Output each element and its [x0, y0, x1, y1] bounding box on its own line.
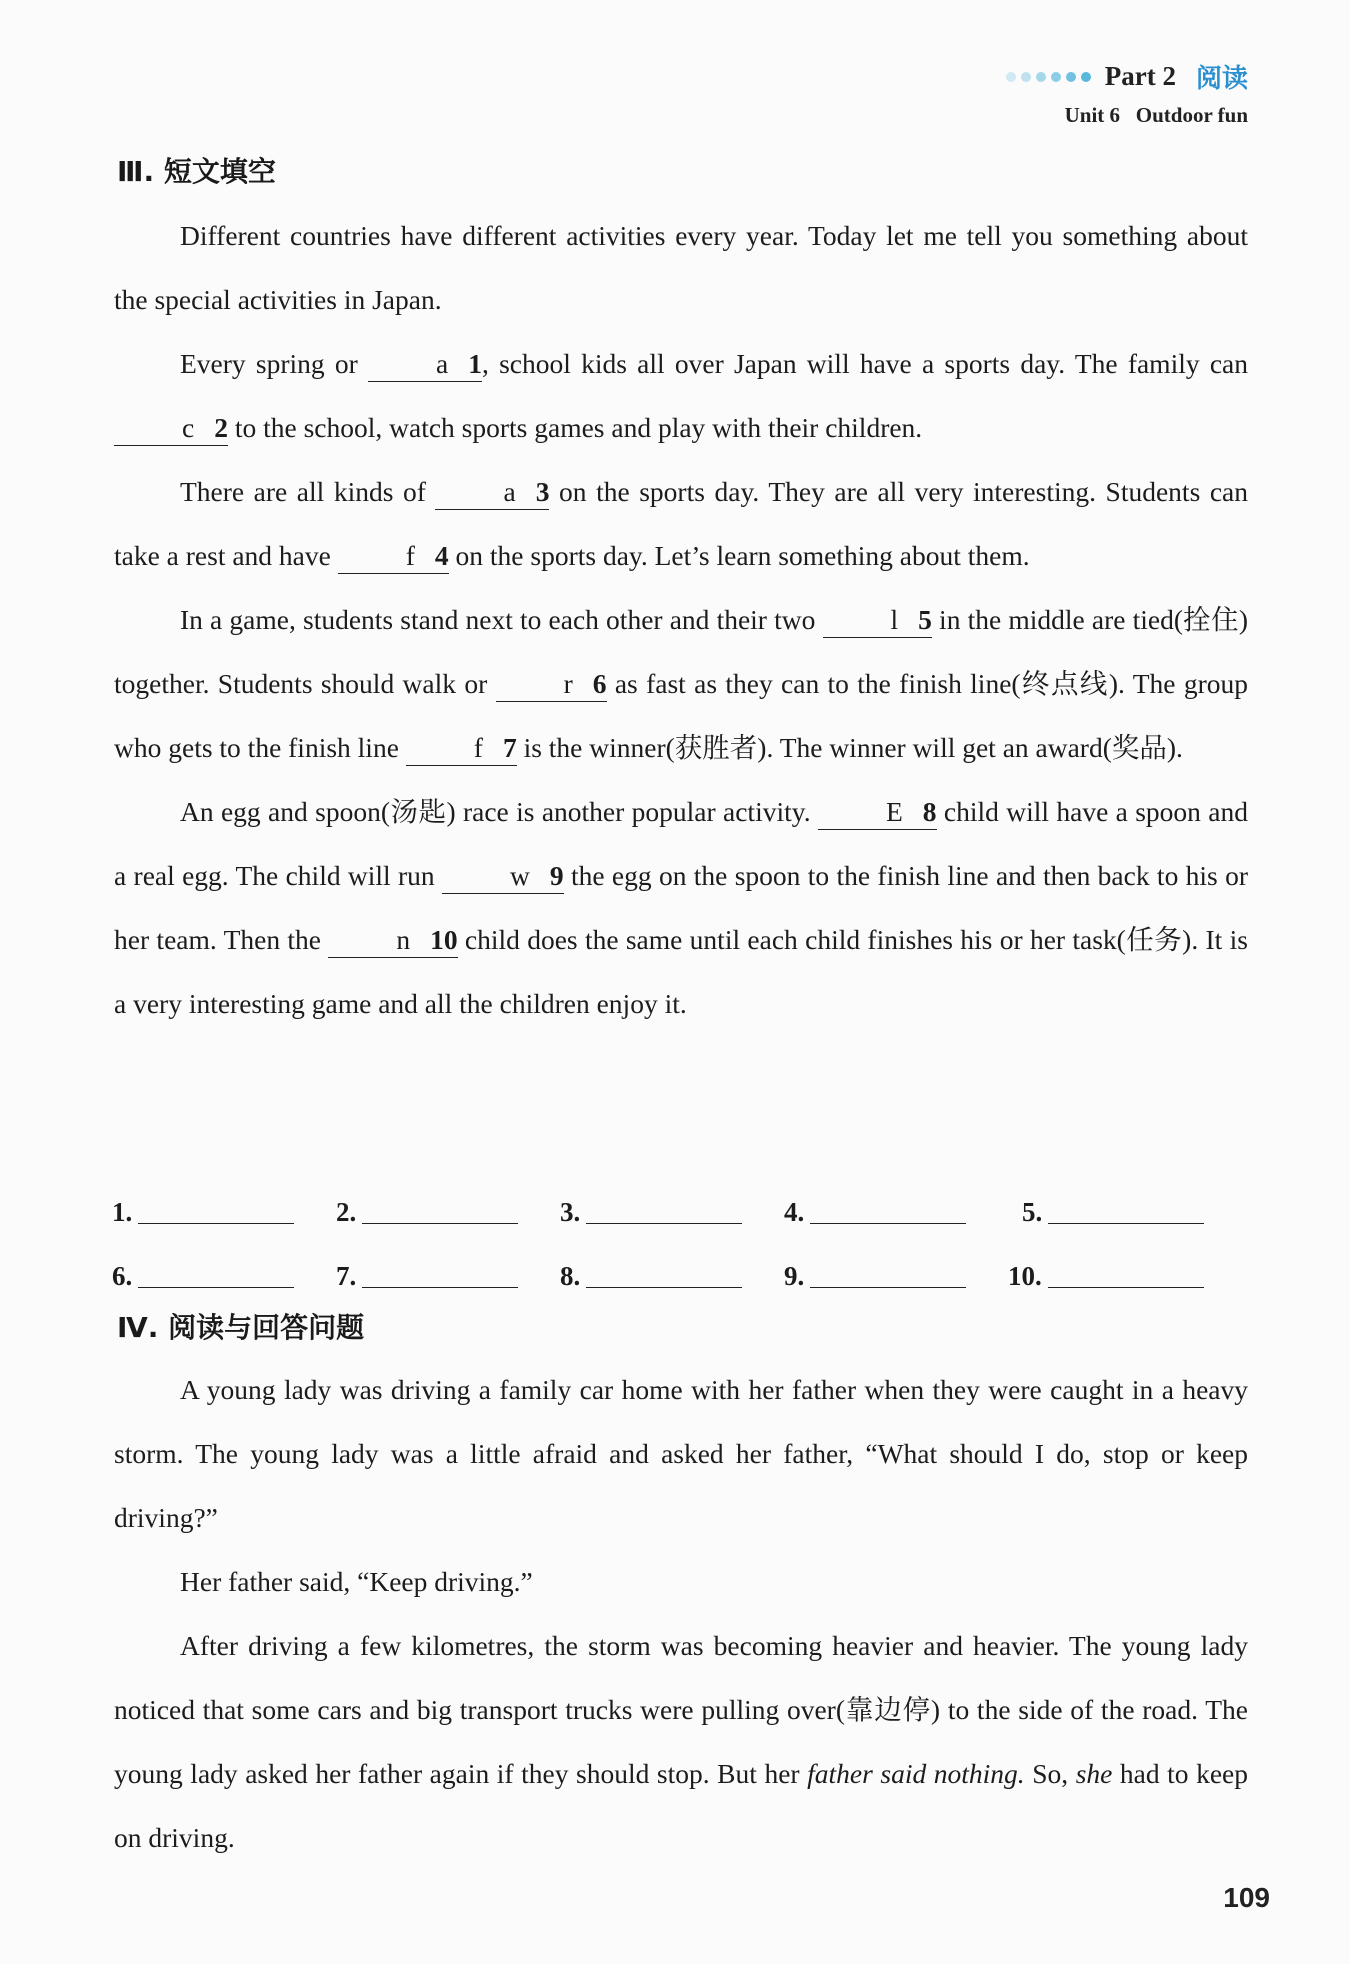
answer-slot-8[interactable]: 8. [560, 1256, 784, 1296]
category-label: 阅读 [1195, 64, 1248, 94]
blank-7: f 7 [406, 731, 517, 766]
blank-8: E 8 [818, 795, 937, 830]
blank-5: l 5 [823, 603, 932, 638]
answer-slot-7[interactable]: 7. [336, 1256, 560, 1296]
answer-grid [112, 1168, 1242, 1296]
answer-slot-10[interactable]: 10. [1008, 1256, 1204, 1296]
paragraph: Different countries have different activities every year. Today let me tell you something about the special activities in Japan. [114, 220, 1248, 315]
answer-slot-4[interactable]: 4. [784, 1192, 1022, 1232]
paragraph: Every spring or a 1, school kids all over Japan will have a sports day. The family can c 2 to the school, watch sports games and play with their children. [114, 332, 1248, 460]
section-3-passage [114, 204, 1248, 1036]
section-4-title: Ⅳ. 阅读与回答问题 [117, 1311, 365, 1344]
answer-slot-6[interactable]: 6. [112, 1256, 336, 1296]
paragraph: A young lady was driving a family car home with her father when they were caught in a heavy storm. The young lady was a little afraid and asked her father, “What should I do, stop or keep driving?” [114, 1374, 1248, 1533]
page-number: 109 [1223, 1882, 1270, 1913]
paragraph: After driving a few kilometres, the storm was becoming heavier and heavier. The young lady noticed that some cars and big transport trucks were pulling over(靠边停) to the side of the road. The young lady asked her father again if they should stop. But her father said nothing. So, she had to keep on driving. [114, 1630, 1249, 1853]
paragraph: Her father said, “Keep driving.” [180, 1566, 533, 1597]
blank-1: a 1 [368, 347, 482, 382]
answer-slot-2[interactable]: 2. [336, 1192, 560, 1232]
blank-9: w 9 [442, 859, 564, 894]
answer-slot-9[interactable]: 9. [784, 1256, 1008, 1296]
unit-label: Unit 6 Outdoor fun [1064, 103, 1248, 127]
paragraph: In a game, students stand next to each other and their two l 5 in the middle are tied(拴住) together. Students should walk or r 6 as fast as they can to the finish line(终点线). The group who gets to the finish line f 7 is the winner(获胜者). The winner will get an award(奖品). [114, 588, 1248, 780]
blank-6: r 6 [496, 667, 607, 702]
page-header [1006, 58, 1248, 128]
blank-2: c 2 [114, 411, 228, 446]
answer-slot-5[interactable]: 5. [1022, 1192, 1204, 1232]
blank-4: f 4 [338, 539, 449, 574]
paragraph: There are all kinds of a 3 on the sports day. They are all very interesting. Students can take a rest and have f 4 on the sports day. Let’s learn something about them. [114, 460, 1248, 588]
section-3-title: Ⅲ. 短文填空 [117, 155, 276, 188]
part-label: Part 2 [1104, 61, 1176, 91]
answer-slot-3[interactable]: 3. [560, 1192, 784, 1232]
paragraph: An egg and spoon(汤匙) race is another popular activity. E 8 child will have a spoon and a real egg. The child will run w 9 the egg on the spoon to the finish line and then back to his or her team. Then the n 10 child does the same until each child finishes his or her task(任务). It is a very interesting game and all the children enjoy it. [114, 796, 1249, 1019]
blank-3: a 3 [435, 475, 549, 510]
decorative-dots-icon [1006, 72, 1091, 82]
section-4-passage [114, 1358, 1248, 1870]
blank-10: n 10 [328, 923, 457, 958]
answer-slot-1[interactable]: 1. [112, 1192, 336, 1232]
